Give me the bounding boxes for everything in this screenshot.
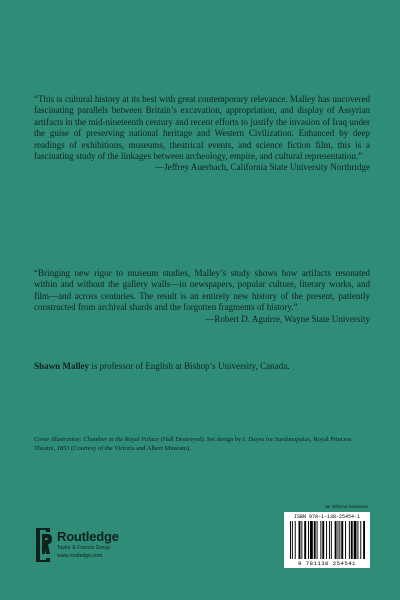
barcode-bar — [310, 521, 313, 559]
barcode-digits: 9 781138 254541 — [298, 560, 356, 567]
barcode-bar — [338, 521, 339, 559]
review-quote-2-attribution: —Robert D. Aguirre, Wayne State University — [205, 313, 370, 324]
barcode-bar — [339, 521, 340, 559]
barcode-bar — [292, 521, 293, 559]
barcode-bar — [360, 521, 361, 559]
barcode-bar — [322, 521, 324, 559]
cover-credit-play: Sardanapalus — [274, 436, 311, 443]
barcode-bar — [290, 521, 291, 559]
author-bio — [34, 361, 370, 372]
barcode-bar — [345, 521, 346, 559]
review-quote-2-text: “Bringing new rigor to museum studies, Malley’s study shows how artifacts resonated within and without the gallery walls—in newspapers, popular culture, literary works, and film—and across centuries. The result is an entirely new history of the present, patiently constructed from archival shards and the forgotten fragments of history.” — [34, 268, 370, 313]
barcode-bar — [320, 521, 321, 559]
publisher-group: Taylor & Francis Group — [57, 545, 111, 551]
publisher-url[interactable]: www.routledge.com — [57, 553, 103, 559]
publisher-name: Routledge — [57, 529, 119, 544]
cover-credit-rest: , Royal Princess Theatre, 1853 (Courtesy of the Victoria and Albert Museum). — [34, 436, 352, 452]
review-quote-1 — [34, 94, 370, 174]
cover-credit-label: Cover illustration: — [34, 436, 82, 443]
cover-credit-middle: (Hall Destroyed). Set design by I. Dayes for — [158, 436, 275, 443]
barcode-bar — [295, 521, 296, 559]
barcode-bar — [357, 521, 358, 559]
barcode-bar — [349, 521, 350, 559]
barcode-bar — [308, 521, 309, 559]
author-name: Shawn Malley — [34, 361, 90, 371]
cover-credit — [34, 435, 370, 453]
barcode-bar — [314, 521, 316, 559]
barcode-bar — [329, 521, 330, 559]
author-bio-text: is professor of English at Bishop’s University, Canada. — [89, 361, 290, 371]
barcode-bar — [304, 521, 306, 559]
isbn-label: ISBN 978-1-138-25454-1 — [293, 514, 360, 520]
review-quote-1-attribution: —Jeffrey Auerbach, California State University Northridge — [155, 162, 370, 173]
barcode-bar — [331, 521, 332, 559]
barcode-bar — [326, 521, 327, 559]
barcode-bars-icon — [289, 521, 365, 559]
barcode-bar — [317, 521, 318, 559]
barcode-bar — [351, 521, 353, 559]
barcode-bar — [335, 521, 337, 559]
publisher-block — [32, 526, 192, 566]
routledge-logo-icon — [32, 526, 54, 564]
barcode-bar — [363, 521, 365, 559]
barcode-bar — [341, 521, 343, 559]
barcode — [284, 512, 370, 568]
barcode-bar — [354, 521, 357, 559]
barcode-bar — [299, 521, 301, 559]
cover-credit-title: Chamber in the Royal Palace — [81, 436, 159, 443]
review-quote-2 — [34, 268, 370, 325]
barcode-bar — [301, 521, 302, 559]
review-quote-1-text: “This is cultural history at its best with great contemporary relevance. Malley has uncovered fascinating parallels between Britain’s excavation, appropriation, and display of Assyrian artifacts in the mid-nineteenth century and recent efforts to justify the invasion of Iraq under the guise of preserving national heritage and Western Civilization. Enhanced by deep readings of exhibitions, museums, theatrical events, and science fiction film, this is a fascinating study of the linkages between archeology, empire, and cultural representation.” — [34, 94, 370, 162]
informa-tagline: an informa business — [325, 505, 368, 510]
